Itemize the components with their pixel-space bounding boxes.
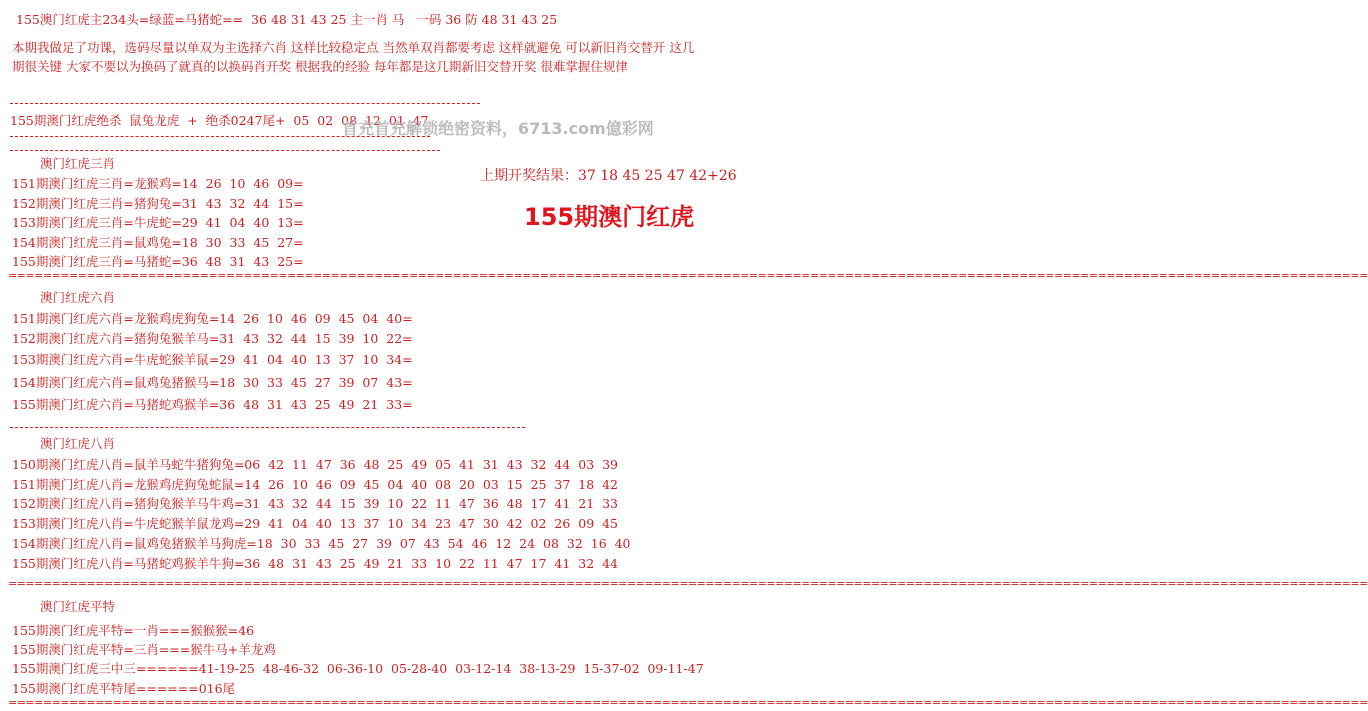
special-row: 155期澳门红虎平特=三肖===猴牛马+羊龙鸡 xyxy=(12,642,276,657)
eight-pick-row: 153期澳门红虎八肖=牛虎蛇猴羊鼠龙鸡=29 41 04 40 13 37 10 34 23 47 30 42 02 26 09 45 xyxy=(12,516,619,531)
special-row: 155期澳门红虎平特尾======016尾 xyxy=(12,681,236,696)
dashed-divider xyxy=(10,150,440,151)
special-title: 澳门红虎平特 xyxy=(40,599,116,614)
six-pick-title: 澳门红虎六肖 xyxy=(40,290,116,305)
six-pick-row: 154期澳门红虎六肖=鼠鸡兔猪猴马=18 30 33 45 27 39 07 43= xyxy=(12,375,413,390)
three-pick-row: 153期澳门红虎三肖=牛虎蛇=29 41 04 40 13= xyxy=(12,215,304,230)
double-divider: ============================================================================================================================================================ xyxy=(8,696,1368,709)
special-row: 155期澳门红虎平特=一肖===猴猴猴=46 xyxy=(12,623,255,638)
special-row: 155期澳门红虎三中三======41-19-25 48-46-32 06-36-10 05-28-40 03-12-14 38-13-29 15-37-02 09-11-47 xyxy=(12,661,704,676)
dashed-divider xyxy=(10,427,525,428)
eight-pick-row: 152期澳门红虎八肖=猪狗兔猴羊马牛鸡=31 43 32 44 15 39 10 22 11 47 36 48 17 41 21 33 xyxy=(12,496,619,511)
eight-pick-row: 154期澳门红虎八肖=鼠鸡兔猪猴羊马狗虎=18 30 33 45 27 39 07 43 54 46 12 24 08 32 16 40 xyxy=(12,536,631,551)
dashed-divider xyxy=(10,136,430,137)
three-pick-title: 澳门红虎三肖 xyxy=(40,156,116,171)
eight-pick-title: 澳门红虎八肖 xyxy=(40,436,116,451)
double-divider: ============================================================================================================================================================ xyxy=(8,577,1368,590)
eight-pick-row: 151期澳门红虎八肖=龙猴鸡虎狗兔蛇鼠=14 26 10 46 09 45 04 40 08 20 03 15 25 37 18 42 xyxy=(12,477,619,492)
eight-pick-row: 150期澳门红虎八肖=鼠羊马蛇牛猪狗兔=06 42 11 47 36 48 25 49 05 41 31 43 32 44 03 39 xyxy=(12,457,619,472)
three-pick-row: 155期澳门红虎三肖=马猪蛇=36 48 31 43 25= xyxy=(12,254,304,269)
three-pick-row: 154期澳门红虎三肖=鼠鸡兔=18 30 33 45 27= xyxy=(12,235,304,250)
header-line: 155澳门红虎主234头=绿蓝=马猪蛇== 36 48 31 43 25 主一肖 马 一码 36 防 48 31 43 25 xyxy=(16,12,558,27)
last-result: 上期开奖结果：37 18 45 25 47 42+26 xyxy=(480,168,737,184)
three-pick-row: 152期澳门红虎三肖=猪狗兔=31 43 32 44 15= xyxy=(12,196,304,211)
six-pick-row: 152期澳门红虎六肖=猪狗兔猴羊马=31 43 32 44 15 39 10 22= xyxy=(12,331,413,346)
big-title: 155期澳门红虎 xyxy=(524,203,695,231)
notice-paragraph: 本期我做足了功课，选码尽量以单双为主选择六肖 这样比较稳定点 当然单双肖都要考虑 这样就避免 可以新旧肖交替开 这几期很关键 大家不要以为换码了就真的以换码肖开奖 根据我的经验 每年都是这几期新旧交替开奖 很难掌握住规律 xyxy=(12,40,695,74)
watermark: 首充首充解锁绝密资料，6713.com億彩网 xyxy=(342,119,654,138)
six-pick-row: 155期澳门红虎六肖=马猪蛇鸡猴羊=36 48 31 43 25 49 21 33= xyxy=(12,397,413,412)
dashed-divider xyxy=(10,103,480,104)
kill-line: 155期澳门红虎绝杀 鼠兔龙虎 + 绝杀0247尾+ 05 02 08 12 01 47 xyxy=(10,113,429,128)
three-pick-row: 151期澳门红虎三肖=龙猴鸡=14 26 10 46 09= xyxy=(12,176,304,191)
eight-pick-row: 155期澳门红虎八肖=马猪蛇鸡猴羊牛狗=36 48 31 43 25 49 21 33 10 22 11 47 17 41 32 44 xyxy=(12,556,619,571)
double-divider: ============================================================================================================================================================ xyxy=(8,269,1368,282)
six-pick-row: 151期澳门红虎六肖=龙猴鸡虎狗兔=14 26 10 46 09 45 04 40= xyxy=(12,311,413,326)
six-pick-row: 153期澳门红虎六肖=牛虎蛇猴羊鼠=29 41 04 40 13 37 10 34= xyxy=(12,352,413,367)
